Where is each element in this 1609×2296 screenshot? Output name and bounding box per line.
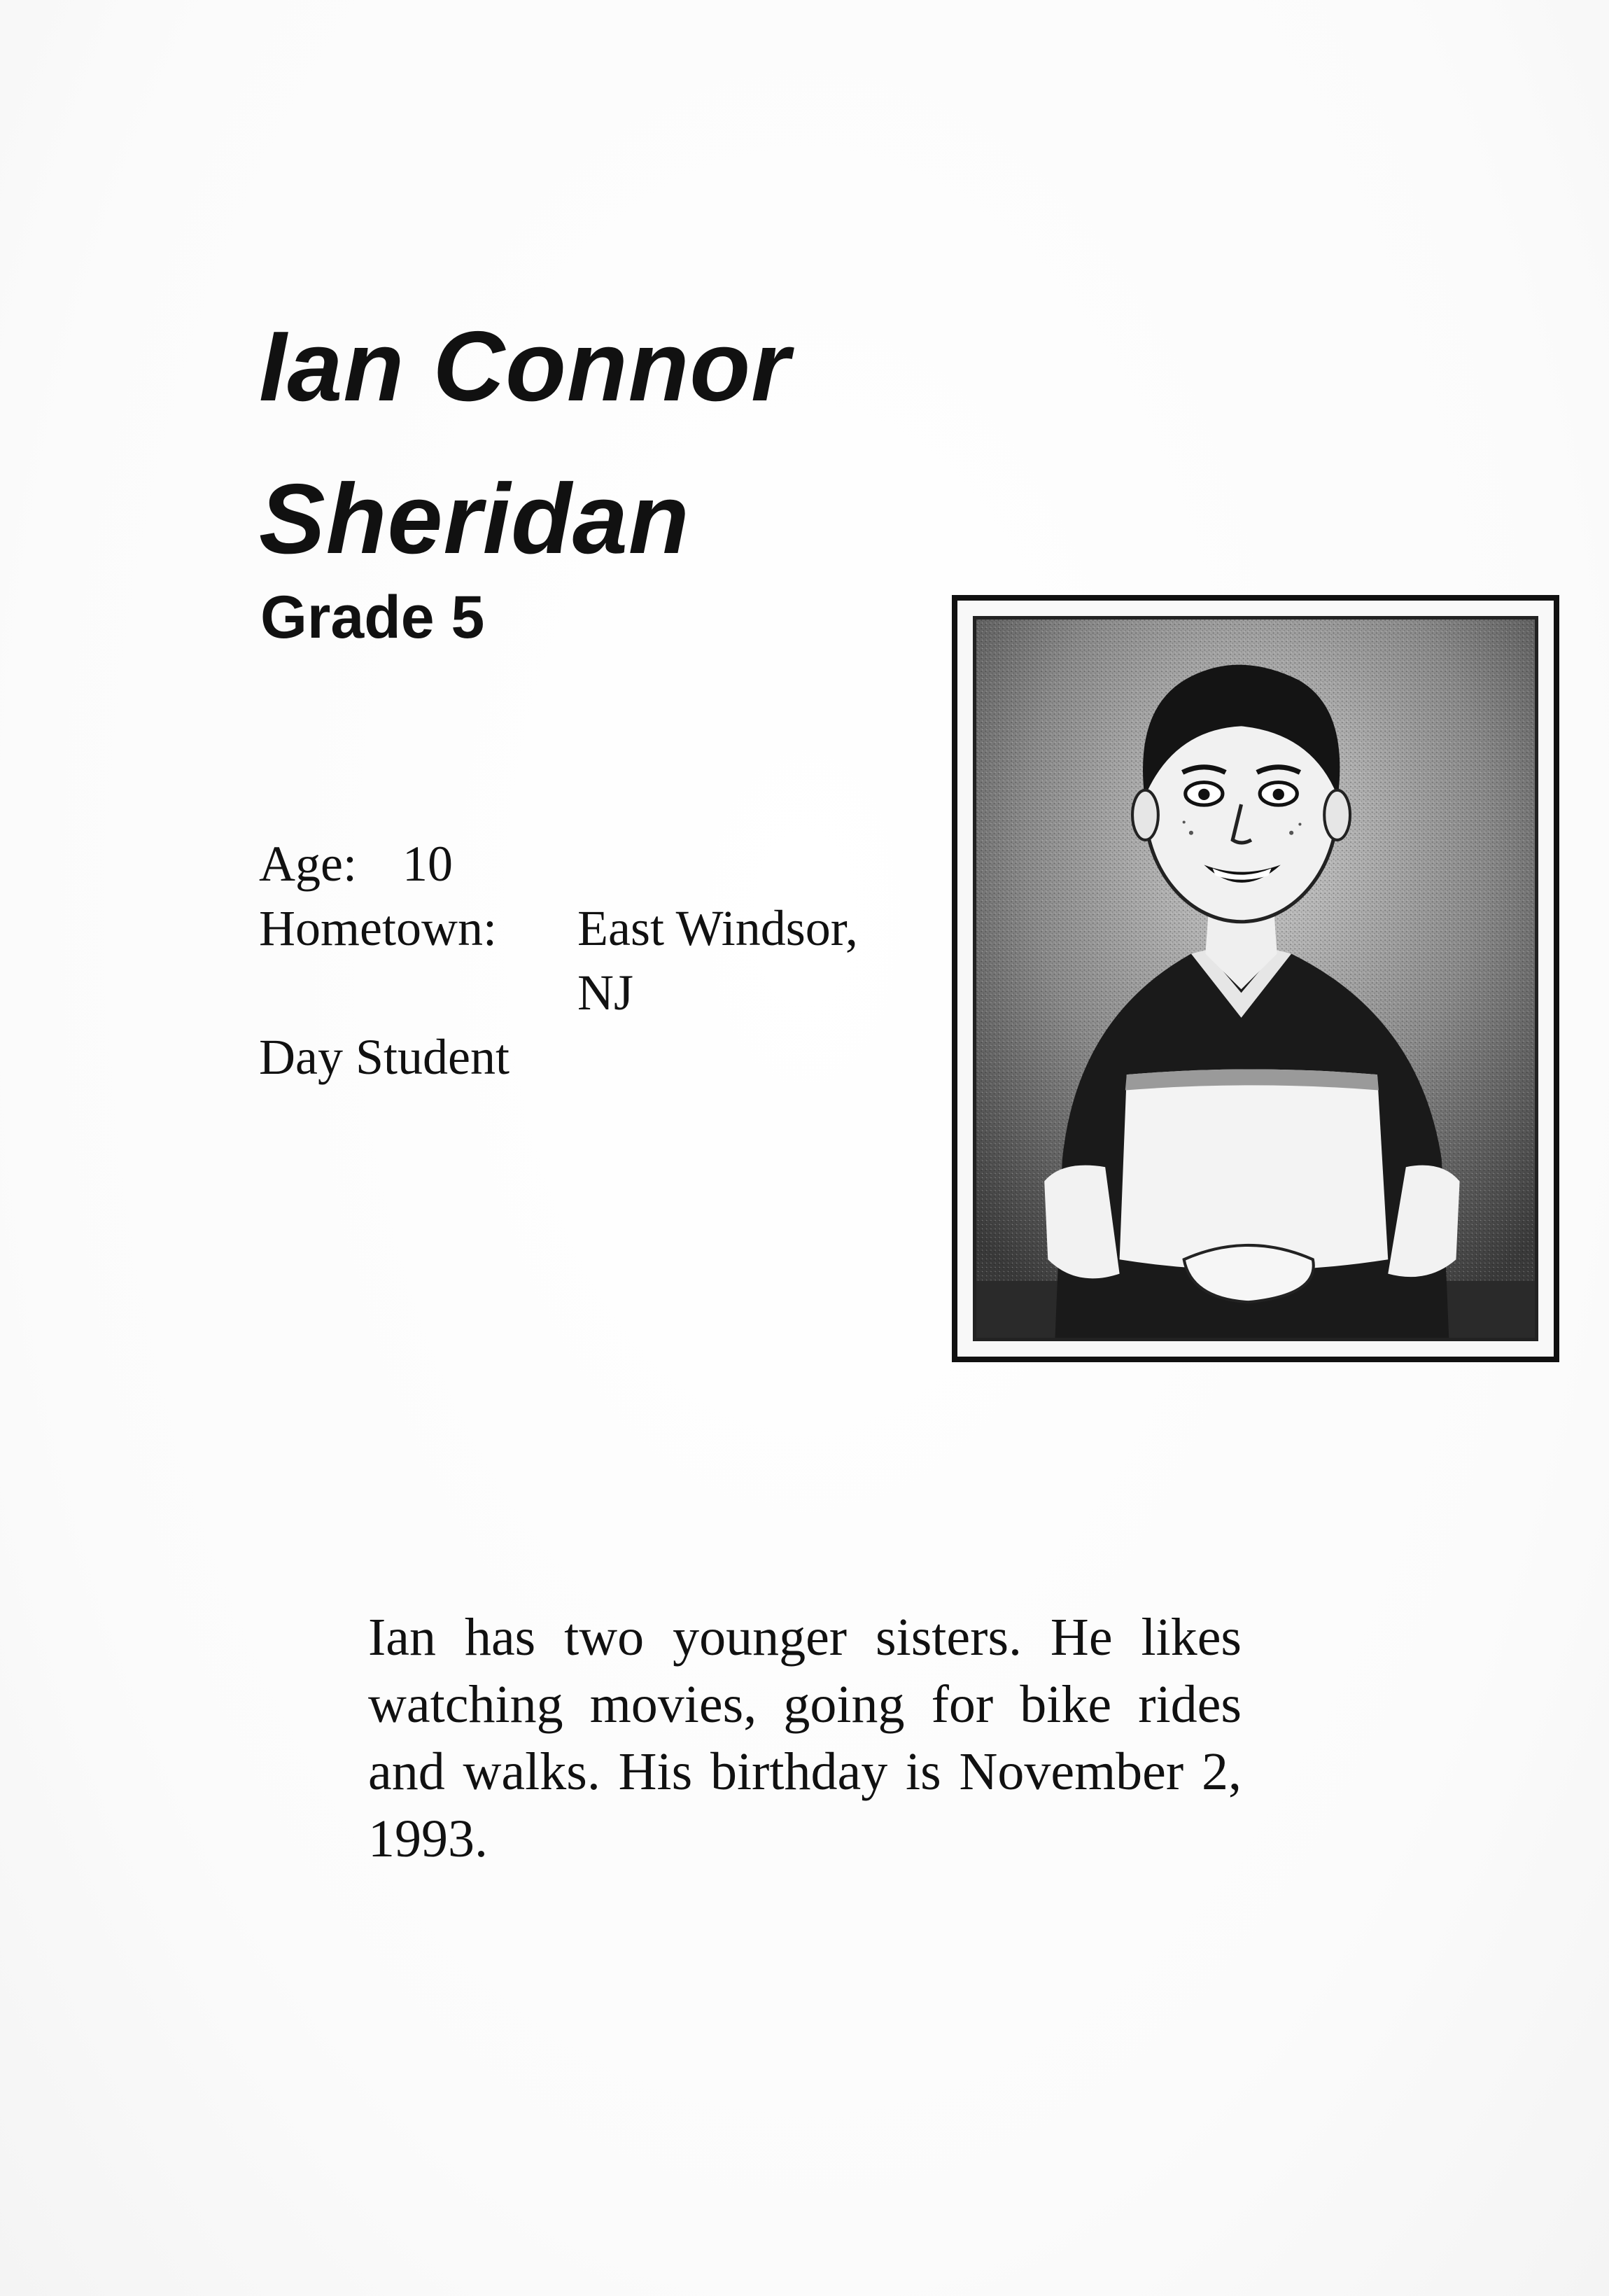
student-bio: Ian has two younger sisters. He likes watching movies, going for bike rides and walks. His birthday is November 2, 1993. bbox=[368, 1608, 1242, 1868]
hometown-row bbox=[259, 896, 858, 960]
status-row bbox=[259, 1025, 510, 1089]
age-row bbox=[259, 832, 510, 896]
student-facts bbox=[259, 832, 858, 1089]
hometown-value-line1: East Windsor, bbox=[577, 900, 858, 956]
portrait-illustration bbox=[976, 620, 1535, 1338]
grade-label: Grade 5 bbox=[260, 584, 485, 651]
student-name-line1: Ian Connor bbox=[259, 311, 791, 422]
hometown-continuation-row bbox=[259, 960, 634, 1025]
student-name-line2: Sheridan bbox=[259, 463, 690, 575]
hometown-label: Hometown: bbox=[259, 900, 497, 956]
student-status: Day Student bbox=[259, 1029, 510, 1085]
portrait-frame bbox=[952, 595, 1559, 1362]
portrait-photo bbox=[973, 616, 1538, 1341]
hometown-value-line2: NJ bbox=[577, 965, 634, 1021]
age-label: Age: bbox=[259, 836, 357, 892]
student-name bbox=[259, 290, 790, 596]
age-value: 10 bbox=[402, 836, 453, 892]
